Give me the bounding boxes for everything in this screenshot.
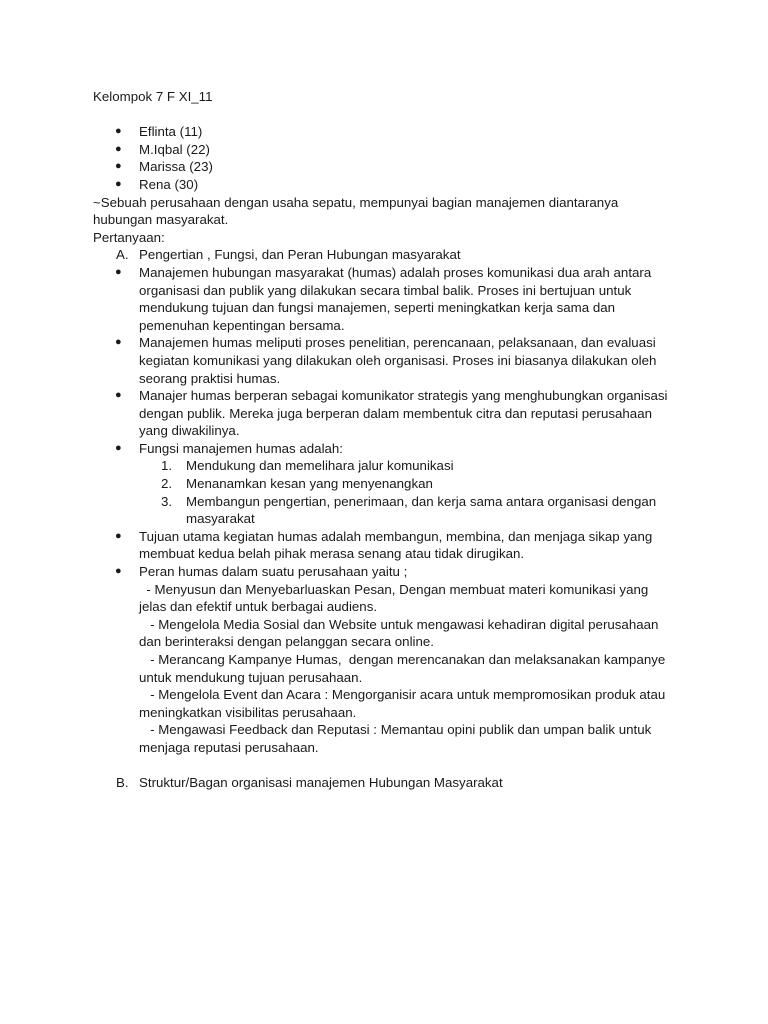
role-text: - Mengelola Media Sosial dan Website untuk mengawasi kehadiran digital perusahaan dan berinteraksi dengan pelanggan secara online. <box>139 616 663 650</box>
list-item <box>93 440 673 458</box>
bullet-icon: ● <box>115 565 122 578</box>
section-letter: B. <box>116 775 129 791</box>
member-item <box>93 158 673 176</box>
function-text: Menanamkan kesan yang menyenangkan <box>186 476 433 492</box>
list-item <box>93 387 673 440</box>
list-item-text: Manajemen humas meliputi proses penelitian, perencanaan, pelaksanaan, dan evaluasi kegiatan komunikasi yang dilakukan oleh organisasi. Proses ini biasanya dilakukan oleh seorang praktisi humas. <box>139 335 657 386</box>
role-item <box>93 581 673 616</box>
list-item-text: Manajemen hubungan masyarakat (humas) adalah proses komunikasi dua arah antara organisasi dan publik yang dilakukan secara timbal balik. Proses ini bertujuan untuk mendukung tujuan dan fungsi manajemen, seperti meningkatkan kerja sama dan pemenuhan kepentingan bersama. <box>139 264 652 333</box>
function-text: Mendukung dan memelihara jalur komunikasi <box>186 458 454 474</box>
role-item <box>93 616 673 651</box>
bullet-icon: ● <box>115 336 122 349</box>
bullet-icon: ● <box>115 441 122 454</box>
list-item <box>93 334 673 387</box>
role-text: - Merancang Kampanye Humas, dengan merencanakan dan melaksanakan kampanye untuk mendukung tujuan perusahaan. <box>139 652 669 685</box>
bullet-icon: ● <box>115 160 122 173</box>
role-item <box>93 651 673 686</box>
function-text: Membangun pengertian, penerimaan, dan kerja sama antara organisasi dengan masyarakat <box>186 493 657 527</box>
function-number: 3. <box>161 493 173 509</box>
function-item <box>93 475 673 493</box>
role-item <box>93 686 673 721</box>
roles-intro: Peran humas dalam suatu perusahaan yaitu ; <box>139 564 408 580</box>
bullet-icon: ● <box>115 177 122 190</box>
spacer <box>93 106 673 124</box>
section-a-heading <box>93 246 673 264</box>
member-item <box>93 176 673 194</box>
intro-paragraph: ~Sebuah perusahaan dengan usaha sepatu, mempunyai bagian manajemen diantaranya hubungan masyarakat. <box>93 194 619 228</box>
section-b-heading <box>93 774 673 792</box>
page-title: Kelompok 7 F XI_11 <box>93 89 213 104</box>
function-number: 2. <box>161 476 173 492</box>
role-text: - Menyusun dan Menyebarluaskan Pesan, Dengan membuat materi komunikasi yang jelas dan efektif untuk berbagai audiens. <box>139 581 652 615</box>
bullet-icon: ● <box>115 265 122 278</box>
section-title: Pengertian , Fungsi, dan Peran Hubungan masyarakat <box>139 247 461 263</box>
function-item <box>93 457 673 475</box>
list-item <box>93 264 673 334</box>
list-item-text: Fungsi manajemen humas adalah: <box>139 440 344 456</box>
bullet-icon: ● <box>115 142 122 155</box>
member-name: Rena (30) <box>139 176 199 192</box>
member-item <box>93 141 673 159</box>
role-text: - Mengelola Event dan Acara : Mengorganisir acara untuk mempromosikan produk atau meningkatkan visibilitas perusahaan. <box>139 687 669 720</box>
function-number: 1. <box>161 458 173 474</box>
member-item <box>93 123 673 141</box>
bullet-icon: ● <box>115 529 122 542</box>
goal-text: Tujuan utama kegiatan humas adalah membangun, membina, dan menjaga sikap yang membuat kedua belah pihak merasa senang atau tidak dirugikan. <box>139 528 653 562</box>
role-item <box>93 721 673 756</box>
member-name: M.Iqbal (22) <box>139 141 210 157</box>
list-item-text: Manajer humas berperan sebagai komunikator strategis yang menghubungkan organisasi dengan publik. Mereka juga berperan dalam membentuk citra dan reputasi perusahaan yang diwakilinya. <box>139 388 668 439</box>
section-letter: A. <box>116 247 129 263</box>
section-title: Struktur/Bagan organisasi manajemen Hubungan Masyarakat <box>139 775 503 791</box>
role-text: - Mengawasi Feedback dan Reputasi : Memantau opini publik dan umpan balik untuk menjaga reputasi perusahaan. <box>139 722 655 755</box>
document-page <box>93 88 673 792</box>
list-item <box>93 563 673 581</box>
bullet-icon: ● <box>115 389 122 402</box>
member-name: Eflinta (11) <box>139 124 203 140</box>
bullet-icon: ● <box>115 125 122 138</box>
member-name: Marissa (23) <box>139 159 213 175</box>
member-list <box>93 123 673 193</box>
list-item <box>93 528 673 563</box>
function-item <box>93 493 673 528</box>
question-label: Pertanyaan: <box>93 229 165 245</box>
